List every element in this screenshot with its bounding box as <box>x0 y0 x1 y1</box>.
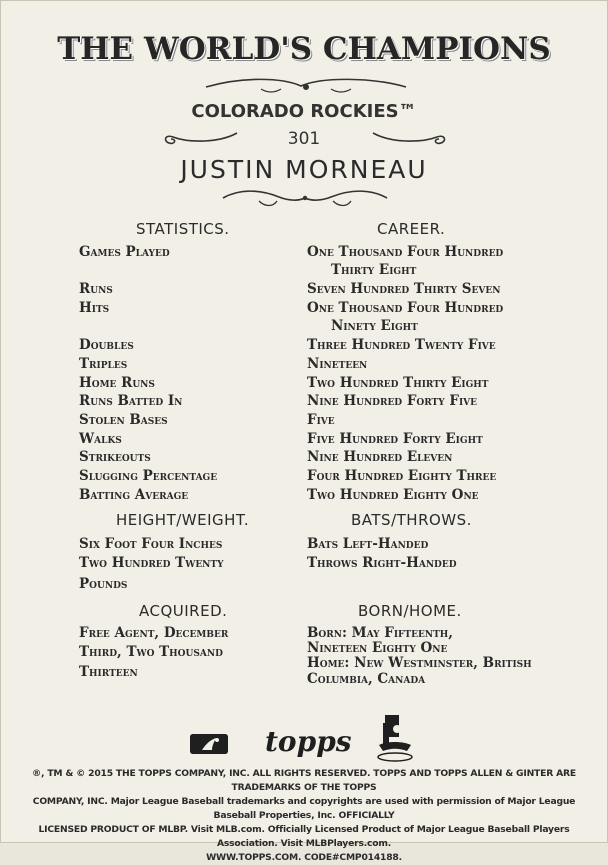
right-flourish <box>371 129 451 149</box>
stat-value: Nine Hundred Eleven <box>307 449 453 465</box>
stat-label: Strikeouts <box>79 449 151 465</box>
stat-value: Two Hundred Eighty One <box>307 487 479 503</box>
team-name: COLORADO ROCKIES™ <box>191 101 417 122</box>
acquired-line: Third, Two Thousand <box>79 644 223 660</box>
acquired-line: Thirteen <box>79 664 138 680</box>
legal-line: LICENSED PRODUCT OF MLBP. Visit MLB.com. Officially Licensed Product of Major League Baseball Players Association. Visit MLBPlayers.com. <box>38 824 570 849</box>
stat-label: Runs Batted In <box>79 393 183 409</box>
stat-value: Four Hundred Eighty Three <box>307 468 497 484</box>
mlbpa-logo-icon <box>373 713 417 763</box>
title-ornament <box>201 75 411 97</box>
born-line: Nineteen Eighty One <box>307 640 448 656</box>
stat-label: Doubles <box>79 337 134 353</box>
born-home-heading: BORN/HOME. <box>358 602 462 620</box>
stat-label: Runs <box>79 281 113 297</box>
legal-text <box>17 767 591 865</box>
legal-line: ®, TM & © 2015 THE TOPPS COMPANY, INC. ALL RIGHTS RESERVED. TOPPS AND TOPPS ALLEN & GINTER ARE TRADEMARKS OF THE TOPPS <box>32 768 576 793</box>
stat-value: Three Hundred Twenty Five <box>307 337 496 353</box>
throws-value: Throws Right-Handed <box>307 555 457 571</box>
statistics-heading: STATISTICS. <box>136 220 230 238</box>
born-line: Born: May Fifteenth, <box>307 625 453 641</box>
bats-value: Bats Left-Handed <box>307 536 429 552</box>
stat-value: Five Hundred Forty Eight <box>307 431 483 447</box>
topps-logo: topps <box>265 725 352 758</box>
stat-value: Thirty Eight <box>331 262 417 278</box>
height-line: Six Foot Four Inches <box>79 536 223 552</box>
player-name: JUSTIN MORNEAU <box>180 155 428 184</box>
series-title: THE WORLD'S CHAMPIONS <box>57 31 551 67</box>
stat-value: Nineteen <box>307 356 368 372</box>
stat-value: Ninety Eight <box>331 318 418 334</box>
acquired-line: Free Agent, December <box>79 625 229 641</box>
height-weight-heading: HEIGHT/WEIGHT. <box>116 511 250 529</box>
stat-value: One Thousand Four Hundred <box>307 244 504 260</box>
card-number: 301 <box>287 129 321 149</box>
acquired-heading: ACQUIRED. <box>139 602 228 620</box>
stat-value: One Thousand Four Hundred <box>307 300 504 316</box>
stat-label: Hits <box>79 300 110 316</box>
home-line: Columbia, Canada <box>307 671 426 687</box>
stat-label: Stolen Bases <box>79 412 168 428</box>
stat-label: Games Played <box>79 244 170 260</box>
career-heading: CAREER. <box>377 220 446 238</box>
stat-label: Home Runs <box>79 375 155 391</box>
stat-value: Two Hundred Thirty Eight <box>307 375 489 391</box>
legal-line: WWW.TOPPS.COM. CODE#CMP014188. <box>206 852 402 863</box>
home-line: Home: New Westminster, British <box>307 655 532 671</box>
mlb-logo-icon <box>190 734 228 754</box>
stat-value: Nine Hundred Forty Five <box>307 393 478 409</box>
stat-label: Triples <box>79 356 128 372</box>
logo-row <box>1 723 607 763</box>
weight-line: Two Hundred Twenty <box>79 555 224 571</box>
bats-throws-heading: BATS/THROWS. <box>351 511 472 529</box>
stat-label: Slugging Percentage <box>79 468 218 484</box>
weight-unit: Pounds <box>79 576 128 592</box>
legal-line: COMPANY, INC. Major League Baseball trademarks and copyrights are used with permission of Major League Baseball Properties, Inc. OFFICIALLY <box>32 796 576 821</box>
stat-value: Five <box>307 412 335 428</box>
name-ornament <box>219 187 391 209</box>
stat-label: Batting Average <box>79 487 189 503</box>
stat-label: Walks <box>79 431 122 447</box>
stat-value: Seven Hundred Thirty Seven <box>307 281 501 297</box>
